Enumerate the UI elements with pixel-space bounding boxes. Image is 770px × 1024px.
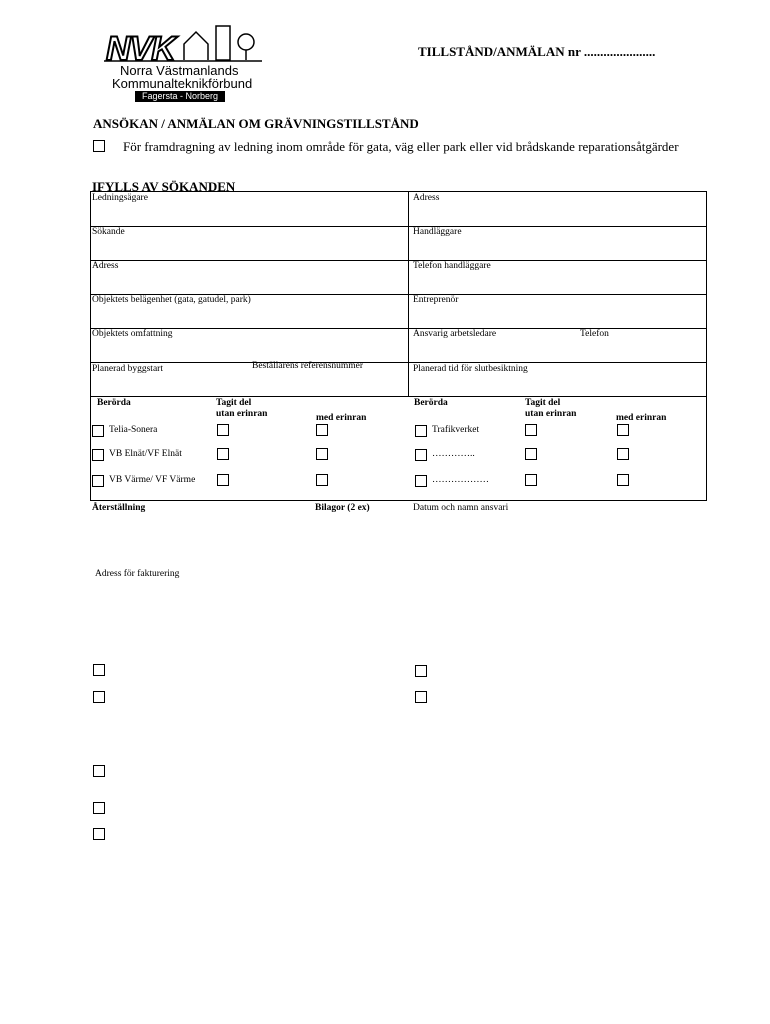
- row-divider: [91, 396, 706, 397]
- logo-towns: Fagersta - Norberg: [135, 91, 225, 102]
- restoration-checkbox-3[interactable]: [93, 765, 105, 777]
- remarks-checkbox-elnat[interactable]: [316, 448, 328, 460]
- remarks-checkbox-varme[interactable]: [316, 474, 328, 486]
- purpose-text: För framdragning av ledning inom område för gata, väg eller park eller vid brådskande reparationsåtgärder: [123, 139, 679, 154]
- applicant-field[interactable]: Sökande: [92, 227, 125, 237]
- no-remarks-checkbox-telia[interactable]: [217, 424, 229, 436]
- party-checkbox-other-1[interactable]: [415, 449, 427, 461]
- no-remarks-header-right-1: Tagit del: [525, 398, 561, 408]
- logo-name-line1: Norra Västmanlands: [120, 63, 239, 78]
- no-remarks-checkbox-other-2[interactable]: [525, 474, 537, 486]
- address-left-field[interactable]: Adress: [92, 261, 119, 271]
- remarks-header-left: med erinran: [316, 413, 367, 423]
- applicant-form-table: [90, 191, 707, 501]
- purpose-checkbox[interactable]: [93, 140, 105, 152]
- date-name-label: Datum och namn ansvari: [413, 503, 509, 513]
- restoration-checkbox-2[interactable]: [93, 691, 105, 703]
- remarks-checkbox-telia[interactable]: [316, 424, 328, 436]
- party-label-telia: Telia-Sonera: [109, 425, 158, 435]
- remarks-checkbox-other-2[interactable]: [617, 474, 629, 486]
- logo-brand-text: NVK: [106, 30, 175, 68]
- contractor-field[interactable]: Entreprenör: [413, 295, 459, 305]
- no-remarks-header-right-2: utan erinran: [525, 409, 577, 419]
- location-field[interactable]: Objektets belägenhet (gata, gatudel, park): [92, 295, 251, 305]
- party-checkbox-telia[interactable]: [92, 425, 104, 437]
- party-label-elnat: VB Elnät/VF Elnät: [109, 449, 182, 459]
- party-label-varme: VB Värme/ VF Värme: [109, 475, 196, 485]
- attachment-checkbox-2[interactable]: [415, 691, 427, 703]
- party-label-trafikverket: Trafikverket: [432, 425, 480, 435]
- remarks-checkbox-trafikverket[interactable]: [617, 424, 629, 436]
- party-checkbox-varme[interactable]: [92, 475, 104, 487]
- billing-address-label: Adress för fakturering: [95, 569, 180, 579]
- restoration-checkbox-4[interactable]: [93, 802, 105, 814]
- address-right-field[interactable]: Adress: [413, 193, 440, 203]
- affected-header-right: Berörda: [414, 398, 448, 408]
- remarks-checkbox-other-1[interactable]: [617, 448, 629, 460]
- permit-number: TILLSTÅND/ANMÄLAN nr ......................: [418, 44, 656, 59]
- owner-field[interactable]: Ledningsägare: [92, 193, 148, 203]
- attachments-label: Bilagor (2 ex): [315, 503, 370, 513]
- section-title: IFYLLS AV SÖKANDEN: [92, 179, 236, 194]
- attachment-checkbox-1[interactable]: [415, 665, 427, 677]
- party-checkbox-elnat[interactable]: [92, 449, 104, 461]
- start-date-field[interactable]: Planerad byggstart: [92, 364, 163, 374]
- restoration-checkbox-1[interactable]: [93, 664, 105, 676]
- row-divider: [91, 362, 706, 363]
- party-label-other-2: ………………: [432, 475, 489, 485]
- party-label-other-1: …………..: [432, 449, 475, 459]
- no-remarks-header-left-2: utan erinran: [216, 409, 268, 419]
- party-checkbox-trafikverket[interactable]: [415, 425, 427, 437]
- reference-number-field[interactable]: Beställarens referensnummer: [252, 361, 364, 371]
- scope-field[interactable]: Objektets omfattning: [92, 329, 173, 339]
- case-officer-field[interactable]: Handläggare: [413, 227, 462, 237]
- affected-header-left: Berörda: [97, 398, 131, 408]
- no-remarks-checkbox-elnat[interactable]: [217, 448, 229, 460]
- row-divider: [91, 328, 706, 329]
- no-remarks-header-left-1: Tagit del: [216, 398, 252, 408]
- row-divider: [91, 226, 706, 227]
- officer-phone-field[interactable]: Telefon handläggare: [413, 261, 491, 271]
- final-inspection-field[interactable]: Planerad tid för slutbesiktning: [413, 364, 528, 374]
- logo-name-line2: Kommunalteknikförbund: [112, 76, 253, 91]
- row-divider: [91, 260, 706, 261]
- restoration-checkbox-5[interactable]: [93, 828, 105, 840]
- party-checkbox-other-2[interactable]: [415, 475, 427, 487]
- no-remarks-checkbox-trafikverket[interactable]: [525, 424, 537, 436]
- phone-field[interactable]: Telefon: [580, 329, 609, 339]
- no-remarks-checkbox-varme[interactable]: [217, 474, 229, 486]
- work-lead-field[interactable]: Ansvarig arbetsledare: [413, 329, 497, 339]
- page-title: ANSÖKAN / ANMÄLAN OM GRÄVNINGSTILLSTÅND: [93, 116, 419, 131]
- no-remarks-checkbox-other-1[interactable]: [525, 448, 537, 460]
- remarks-header-right: med erinran: [616, 413, 667, 423]
- restoration-label: Återställning: [92, 503, 146, 513]
